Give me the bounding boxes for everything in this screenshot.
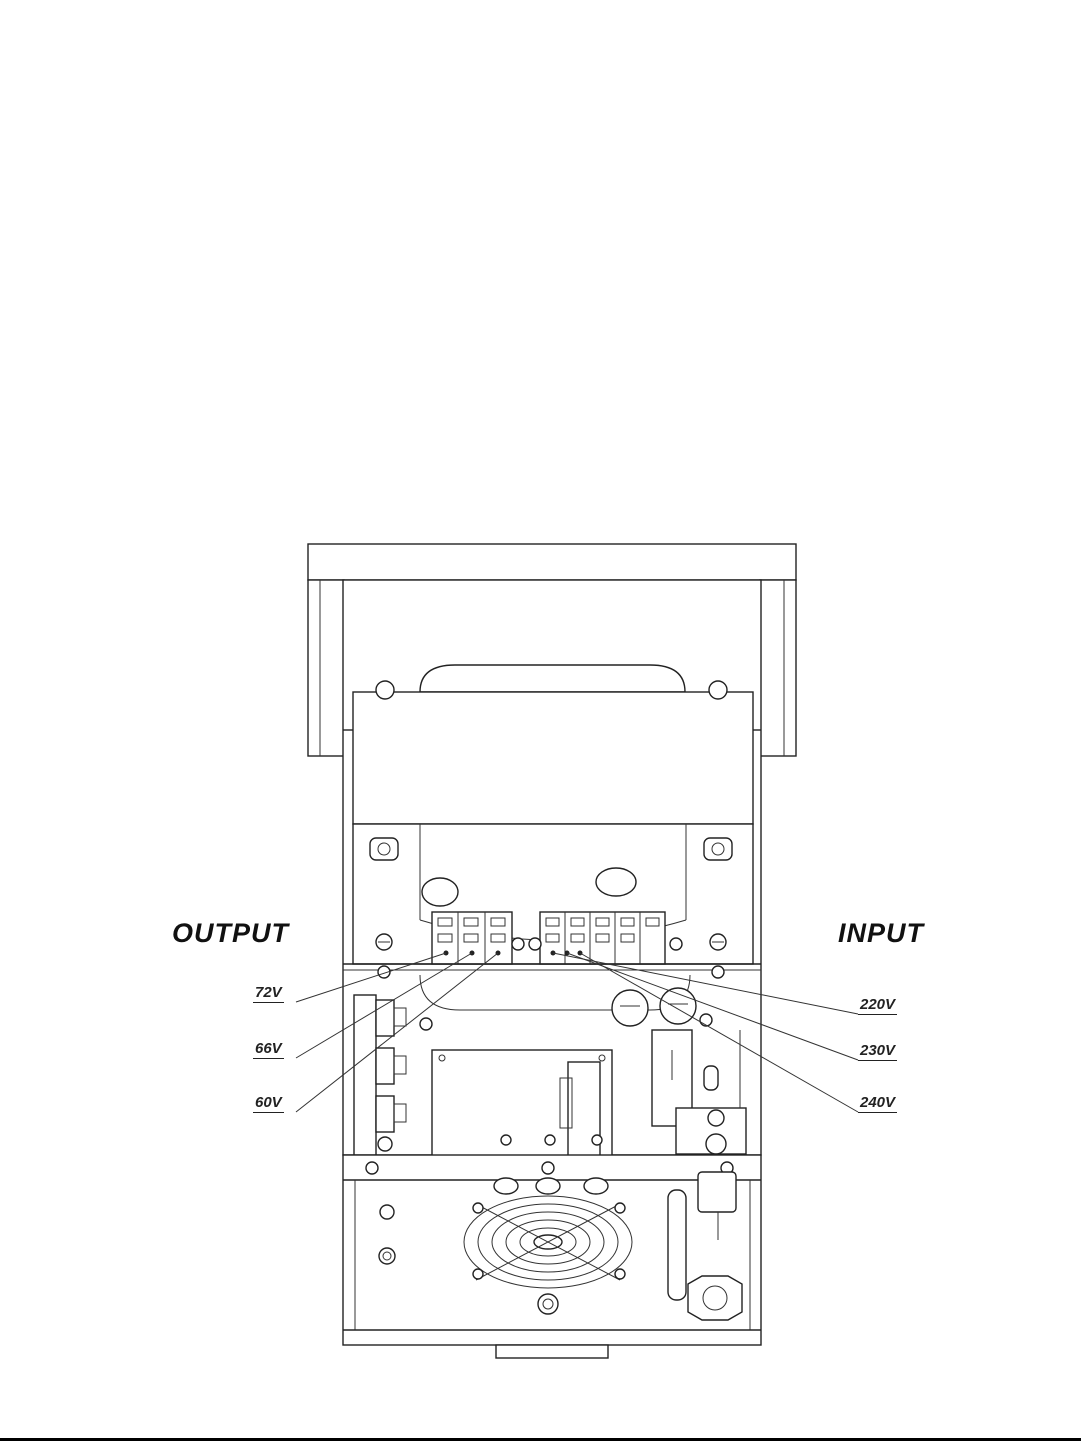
output-terminal-block	[432, 912, 512, 964]
input-tap-220v: 220V	[860, 996, 896, 1013]
input-tap-240v: 240V	[860, 1094, 896, 1111]
input-terminal-block	[540, 912, 665, 964]
input-heading: INPUT	[838, 918, 924, 948]
output-heading: OUTPUT	[172, 918, 289, 948]
output-tap-66v: 66V	[255, 1040, 282, 1057]
output-tap-72v: 72V	[255, 984, 282, 1001]
output-tap-60v: 60V	[255, 1094, 282, 1111]
input-tap-230v: 230V	[860, 1042, 896, 1059]
